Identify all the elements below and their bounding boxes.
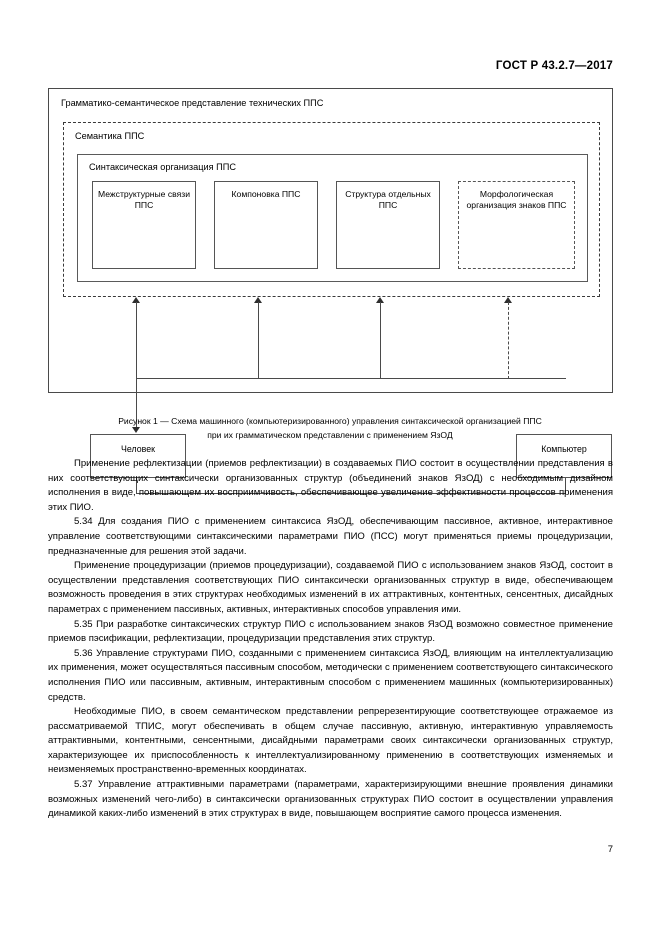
actor-label: Компьютер [541,444,587,454]
leaf-box-interstructural-links [92,181,196,269]
connector-rail-to-computer [520,378,566,379]
body-text-block [48,457,613,822]
paragraph-clause-5-34: 5.34 Для создания ПИО с применением синтаксиса ЯзОД, обеспечивающим пассивное, активное, интерактивное управление соответствующими синтаксическими параметрами ПИО (ПСС) могут применяться приемы процедуризации, предназначенные для решения этой задачи. [48,516,613,557]
document-standard-header: ГОСТ Р 43.2.7—2017 [495,60,613,72]
connector-vline-2 [258,302,259,379]
syntax-box-title: Синтаксическая организация ППС [89,162,237,172]
semantics-box [63,122,600,297]
leaf-box-morphological-organization [458,181,575,269]
outer-box-grammatical-semantic [48,88,613,393]
paragraph-clause-5-36: 5.36 Управление структурами ПИО, созданными с применением синтаксиса ЯзОД, влияющим на интеллектуализацию их применения, может осуществляться пассивным способом, методически с применением соответствующего синтаксического исполнения ПИО или пассивным, активным, интерактивным способом с применением машинных (компьютеризированных) средств. [48,647,613,703]
actor-label: Человек [121,444,155,454]
page-number: 7 [607,844,613,855]
connector-vline-4-dashed [508,302,509,379]
syntax-organization-box [77,154,588,282]
figure-caption-line-1: Рисунок 1 — Схема машинного (компьютеризированного) управления синтаксической организацией ППС [118,416,542,426]
paragraph: Необходимые ПИО, в своем семантическом представлении репререзентирующие соответствующее отражаемое из рассматриваемой ТПИС, могут обеспечивать в общем случае пассивную, активную, интерактивную управляемость аттрактивными, контентными, сенсентными, дисайдными параметрами своих синтаксически организованных структур, характеризующее их приспособленность к интеллектуализированному применению в соответствующих изменяемых и неизменяемых пространственно-временных координатах. [48,706,613,776]
paragraph-clause-5-35: 5.35 При разработке синтаксических структур ПИО с использованием знаков ЯзОД возможно совместное применение приемов пэсификации, рефлектизации, процедуризации представления этих структур. [48,618,613,645]
leaf-box-label: Компоновка ППС [231,189,301,199]
semantics-box-title: Семантика ППС [75,131,145,141]
connector-vline-1 [136,302,137,379]
connector-rail-upper [136,378,566,379]
leaf-box-row [92,181,575,269]
leaf-box-layout [214,181,318,269]
connector-vline-3 [380,302,381,379]
leaf-box-label: Морфологическая организация знаков ППС [466,189,567,210]
figure-caption-line-2: при их грамматическом представлении с применением ЯзОД [207,429,453,440]
paragraph-clause-5-37: 5.37 Управление аттрактивными параметрами (параметрами, характеризирующими внешние проявления динамики возможных изменений чего-либо) в синтаксически организованных структурах ПИО состоит в осуществлении управления динамикой каких-либо изменений в этих структурах в виде, повышающем восприятие самого процесса изменения. [48,779,613,820]
figure-caption [56,415,604,442]
outer-box-title: Грамматико-семантическое представление технических ППС [61,98,324,108]
paragraph: Применение процедуризации (приемов процедуризации), создаваемой ПИО с использованием знаков ЯзОД, состоит в осуществлении представления соответствующих ПИО синтаксически организованных структур в виде, обеспечивающем возможность проведения в этих структурах необходимых изменений в их аттрактивных, контентных, сенсентных, дисайдных параметрах с применением пассивных, активных, интерактивных способов управления ими. [48,560,613,615]
leaf-box-label: Межструктурные связи ППС [97,189,191,210]
leaf-box-label: Структура отдельных ППС [345,189,431,210]
paragraph: Применение рефлектизации (приемов рефлектизации) в создаваемых ПИО состоит в осуществлении представления в них соответствующих синтаксически организованных структур (объединений знаков ЯзОД) с необходимым дизайном исполнения в виде, повышающем их восприимчивость, обеспечивающее увеличение эффективности процессов применения этих ПИО. [48,458,613,513]
leaf-box-structure-of-individual [336,181,440,269]
